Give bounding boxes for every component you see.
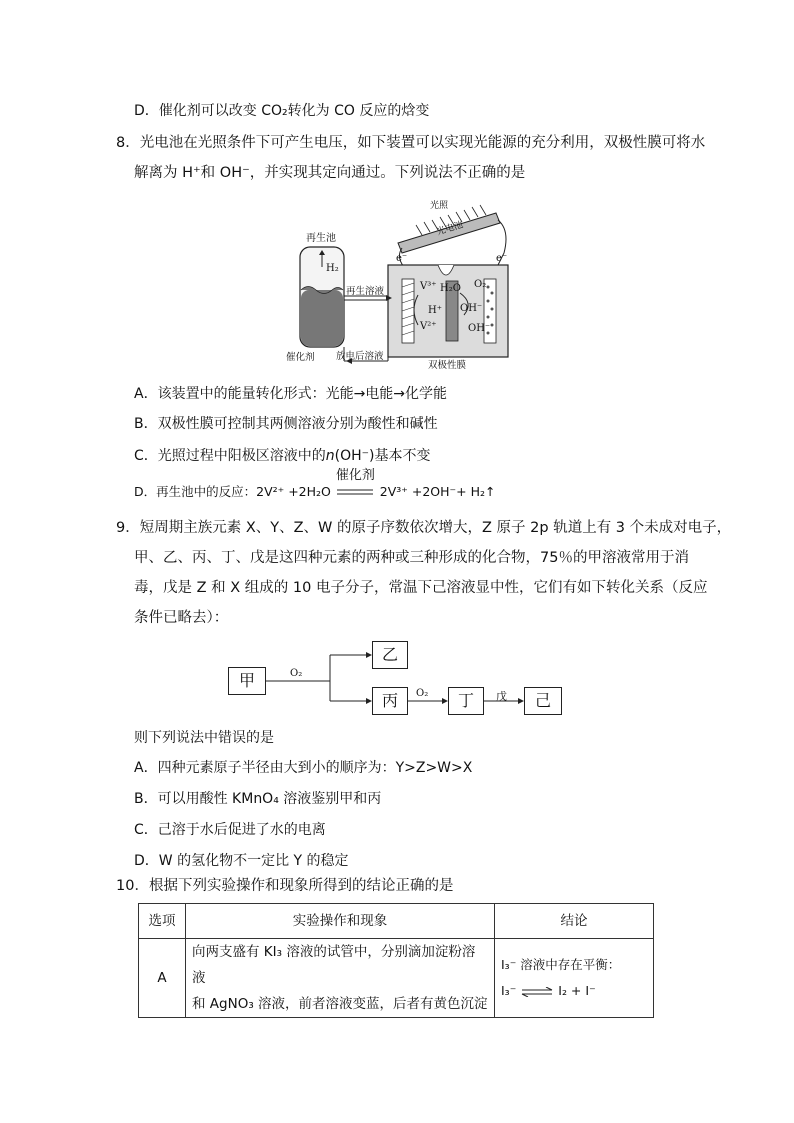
conversion-flow-diagram xyxy=(226,640,566,720)
electrochemical-cell-diagram xyxy=(278,195,518,370)
compound-jia-box: 甲 xyxy=(228,667,266,695)
table-header-row xyxy=(139,904,654,939)
row-a-operation-line1: 向两支盛有 KI₃ 溶液的试管中，分别滴加淀粉溶液 xyxy=(192,944,476,986)
equilibrium-arrow-icon xyxy=(520,987,554,997)
equilibrium-right: I₂ + I⁻ xyxy=(558,983,596,998)
wu-label: 戊 xyxy=(496,690,507,703)
q8-option-b: B．双极性膜可控制其两侧溶液分别为酸性和碱性 xyxy=(134,416,438,432)
table-row xyxy=(139,939,654,1018)
regen-solution-label: 再生溶液 xyxy=(346,286,385,297)
row-a-option: A xyxy=(139,939,186,1018)
o2-label: O₂ xyxy=(474,279,487,290)
h2o-label: H₂O xyxy=(440,283,461,294)
q8-option-a: A．该装置中的能量转化形式：光能→电能→化学能 xyxy=(134,386,448,402)
q8-stem-line2: 解离为 H⁺和 OH⁻，并实现其定向通过。下列说法不正确的是 xyxy=(134,165,526,181)
electron-right-label: e⁻ xyxy=(496,253,508,264)
q7-option-d: D．催化剂可以改变 CO₂转化为 CO 反应的焓变 xyxy=(134,103,430,119)
q9-stem-line3: 毒，戊是 Z 和 X 组成的 10 电子分子，常温下己溶液显中性，它们有如下转化关系（反应 xyxy=(134,580,708,596)
compound-yi-box: 乙 xyxy=(372,641,408,669)
q8-option-c-rest: (OH⁻)基本不变 xyxy=(334,448,431,464)
q9-stem-line1: 9．短周期主族元素 X、Y、Z、W 的原子序数依次增大，Z 原子 2p 轨道上有 3 个未成对电子， xyxy=(116,520,732,536)
light-label: 光照 xyxy=(430,201,449,211)
electrolytic-cell xyxy=(388,265,508,357)
q8-option-c-var: n xyxy=(325,448,335,464)
q8-option-d-prefix: D．再生池中的反应：2V²⁺ +2H₂O xyxy=(134,484,331,499)
equilibrium-left: I₃⁻ xyxy=(501,983,517,998)
h2-label: H₂ xyxy=(326,263,339,274)
v3-label: V³⁺ xyxy=(420,281,437,292)
regeneration-tank xyxy=(300,247,344,347)
membrane-label: 双极性膜 xyxy=(428,360,467,371)
q9-option-a: A．四种元素原子半径由大到小的顺序为：Y>Z>W>X xyxy=(134,760,473,776)
equals-arrow-svg xyxy=(335,487,375,497)
compound-ding-box: 丁 xyxy=(448,687,484,715)
row-a-conclusion xyxy=(495,939,654,1018)
q8-stem-line1: 8．光电池在光照条件下可产生电压，如下装置可以实现光能源的充分利用，双极性膜可将水 xyxy=(116,135,706,151)
v2-label: V²⁺ xyxy=(420,321,437,332)
header-operation: 实验操作和现象 xyxy=(186,904,495,939)
catalyst-equation-arrow xyxy=(335,468,375,502)
h-plus-label: H⁺ xyxy=(428,305,442,316)
q9-stem-line2: 甲、乙、丙、丁、戊是这四种元素的两种或三种形成的化合物，75％的甲溶液常用于消 xyxy=(134,550,689,566)
q8-option-c xyxy=(134,446,431,466)
q9-lead: 则下列说法中错误的是 xyxy=(134,730,274,746)
row-a-conclusion-line1: I₃⁻ 溶液中存在平衡： xyxy=(501,957,621,972)
header-option: 选项 xyxy=(139,904,186,939)
catalyst-label: 催化剂 xyxy=(286,352,315,363)
regen-tank-label: 再生池 xyxy=(306,233,336,244)
compound-bing-box: 丙 xyxy=(372,687,408,715)
discharged-solution-label: 放电后溶液 xyxy=(336,351,384,362)
electron-left-label: e⁻ xyxy=(396,253,408,264)
o2-first-label: O₂ xyxy=(290,668,303,679)
q8-option-d-condition: 催化剂 xyxy=(335,468,375,483)
q8-option-d-suffix: 2V³⁺ +2OH⁻+ H₂↑ xyxy=(379,484,496,499)
header-conclusion: 结论 xyxy=(495,904,654,939)
q9-option-d: D．W 的氢化物不一定比 Y 的稳定 xyxy=(134,853,349,869)
photocell-label: 光电池 xyxy=(435,220,465,238)
row-a-operation xyxy=(186,939,495,1018)
q9-stem-line4: 条件已略去）： xyxy=(134,610,229,626)
experiment-table xyxy=(138,903,654,1018)
compound-ji-box: 己 xyxy=(524,687,562,715)
q8-option-c-text: C．光照过程中阳极区溶液中的 xyxy=(134,448,326,464)
q10-stem: 10．根据下列实验操作和现象所得到的结论正确的是 xyxy=(116,878,454,894)
oh-mid-label: OH⁻ xyxy=(460,303,483,314)
o2-second-label: O₂ xyxy=(416,688,429,699)
q8-option-d xyxy=(134,468,496,502)
oh-right-label: OH⁻ xyxy=(468,323,491,334)
row-a-conclusion-line2 xyxy=(501,978,647,1004)
q9-option-c: C．己溶于水后促进了水的电离 xyxy=(134,822,326,838)
row-a-operation-line2: 和 AgNO₃ 溶液，前者溶液变蓝，后者有黄色沉淀 xyxy=(192,996,488,1012)
q9-option-b: B．可以用酸性 KMnO₄ 溶液鉴别甲和丙 xyxy=(134,791,382,807)
